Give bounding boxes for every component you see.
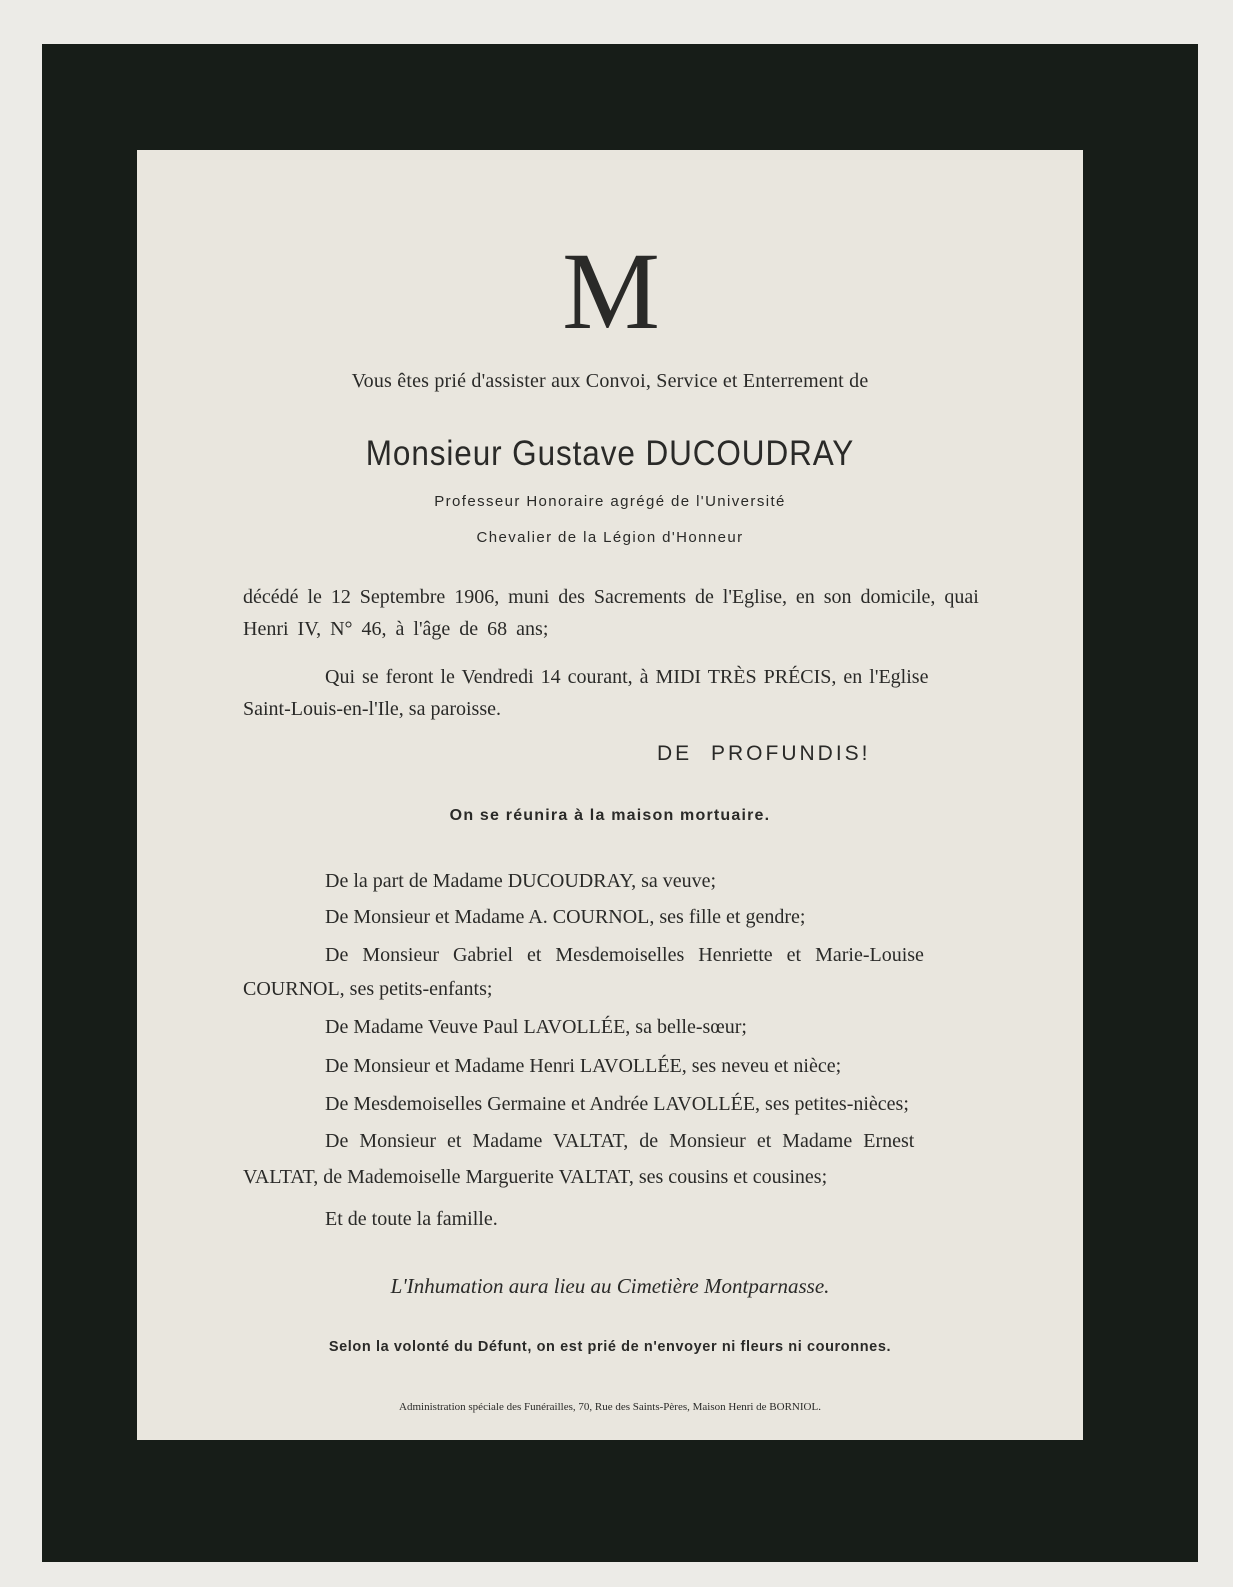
word: décédé — [243, 586, 299, 608]
word: l'Eglise, — [722, 586, 787, 608]
word: des — [558, 586, 585, 608]
word: le — [307, 586, 322, 608]
no-flowers-line: Selon la volonté du Défunt, on est prié de n'envoyer ni fleurs ni couronnes. — [328, 1339, 892, 1355]
word: 1906, — [454, 586, 500, 608]
deceased-name: Monsieur Gustave DUCOUDRAY — [365, 434, 855, 473]
death-paragraph — [243, 586, 979, 609]
printer-credit: Administration spéciale des Funérailles, 70, Rue des Saints-Pères, Maison Henri de BORNIOL. — [399, 1401, 821, 1413]
family-line-grandchildren-b: COURNOL, ses petits-enfants; — [243, 978, 493, 1000]
word: domicile, — [860, 586, 936, 608]
word: muni — [508, 586, 550, 608]
family-line-cousins-b: VALTAT, de Mademoiselle Marguerite VALTAT, ses cousins et cousines; — [243, 1166, 828, 1188]
word: quai — [944, 586, 979, 608]
gathering-line: On se réunira à la maison mortuaire. — [449, 807, 771, 824]
monogram: M — [562, 230, 658, 352]
family-line-nephew-niece: De Monsieur et Madame Henri LAVOLLÉE, ses neveu et nièce; — [325, 1055, 842, 1077]
family-line-grandchildren-a: De Monsieur Gabriel et Mesdemoiselles Henriette et Marie-Louise — [325, 944, 924, 966]
title-professeur: Professeur Honoraire agrégé de l'Université — [434, 493, 786, 510]
family-line-sister-in-law: De Madame Veuve Paul LAVOLLÉE, sa belle-sœur; — [325, 1016, 747, 1038]
word: 12 — [330, 586, 351, 608]
word: Septembre — [359, 586, 446, 608]
service-line-2: Saint-Louis-en-l'Ile, sa paroisse. — [243, 698, 501, 720]
family-line-daughter: De Monsieur et Madame A. COURNOL, ses fille et gendre; — [325, 906, 806, 928]
word: Sacrements — [593, 586, 687, 608]
funeral-notice-card — [137, 150, 1083, 1440]
burial-line: L'Inhumation aura lieu au Cimetière Montparnasse. — [390, 1274, 830, 1298]
family-line-cousins-a: De Monsieur et Madame VALTAT, de Monsieur et Madame Ernest — [325, 1130, 915, 1152]
death-line-2: Henri IV, N° 46, à l'âge de 68 ans; — [243, 618, 549, 640]
de-profundis: DE PROFUNDIS! — [657, 742, 871, 765]
word: de — [694, 586, 714, 608]
word: son — [823, 586, 852, 608]
family-line-grandnieces: De Mesdemoiselles Germaine et Andrée LAVOLLÉE, ses petites-nièces; — [325, 1093, 909, 1115]
death-line-1 — [243, 586, 979, 609]
service-line-1: Qui se feront le Vendredi 14 courant, à MIDI TRÈS PRÉCIS, en l'Eglise — [325, 666, 929, 688]
family-line-widow: De la part de Madame DUCOUDRAY, sa veuve; — [325, 870, 717, 892]
invitation-line: Vous êtes prié d'assister aux Convoi, Service et Enterrement de — [351, 370, 869, 392]
family-line-whole-family: Et de toute la famille. — [325, 1208, 498, 1230]
title-legion-honneur: Chevalier de la Légion d'Honneur — [476, 529, 744, 546]
word: en — [795, 586, 815, 608]
